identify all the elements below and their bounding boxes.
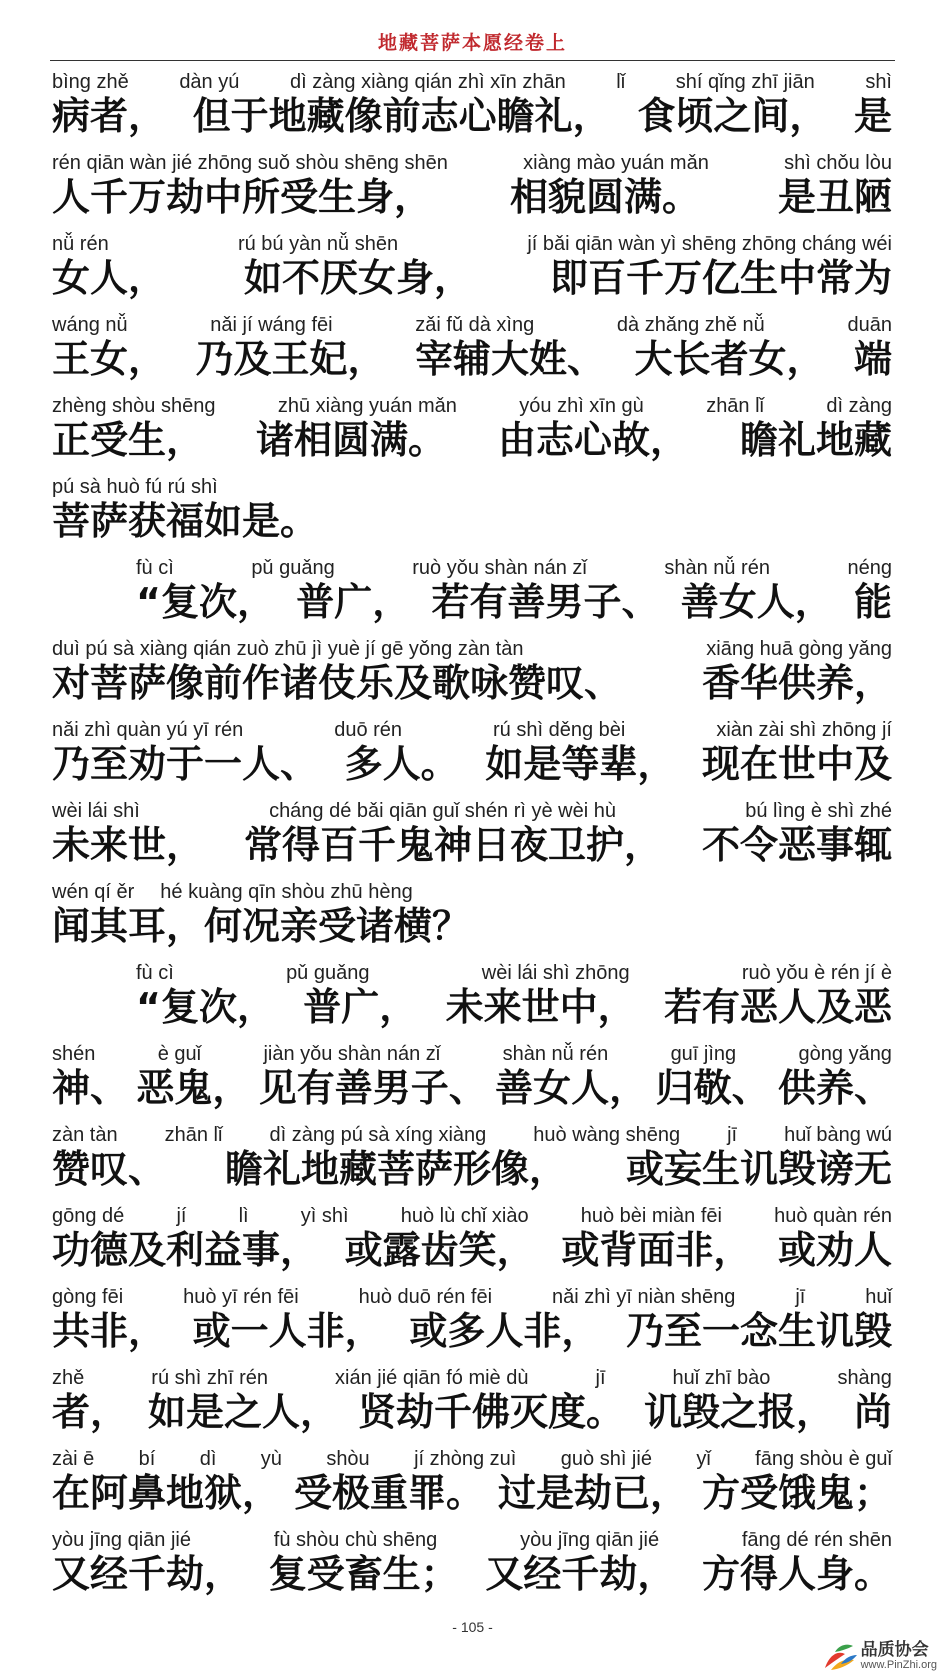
pinyin-segment: dà zhǎng zhě nǚ: [616, 314, 765, 336]
hanzi-segment: 多人。: [344, 742, 459, 786]
hanzi-segment: 或多人非，: [409, 1309, 600, 1353]
hanzi-segment: 或一人非，: [192, 1309, 383, 1353]
hanzi-segment: 赞叹、: [52, 1147, 167, 1191]
pinyin-row: [52, 1042, 892, 1066]
pinyin-segment: pǔ guǎng: [286, 962, 370, 984]
text-line: [52, 313, 892, 394]
pinyin-segment: wén qí ěr: [52, 881, 135, 903]
text-line: [52, 1366, 892, 1447]
hanzi-segment: 功德及利益事，: [52, 1228, 319, 1272]
pinyin-row: [136, 961, 892, 985]
text-line: [52, 1204, 892, 1285]
hanzi-row: [52, 1308, 892, 1354]
pinyin-segment: huò quàn rén: [774, 1205, 892, 1227]
hanzi-row: [52, 93, 892, 139]
pinyin-segment: shàn nǚ rén: [664, 557, 770, 579]
logo-name: 品质协会: [860, 1640, 929, 1661]
pinyin-segment: duì pú sà xiàng qián zuò zhū jì yuè jí gē yǒng zàn tàn: [52, 638, 524, 660]
hanzi-segment: 如是之人，: [147, 1390, 338, 1434]
text-line: [52, 718, 892, 799]
hanzi-segment: 菩萨获福如是。: [52, 499, 319, 543]
text-line: [52, 1447, 892, 1528]
pinyin-segment: nǎi zhì quàn yú yī rén: [52, 719, 244, 741]
hanzi-row: [52, 660, 892, 706]
pinyin-segment: lì: [238, 1205, 249, 1227]
hanzi-segment: 现在世中及: [701, 742, 892, 786]
hanzi-segment: 方得人身。: [701, 1552, 892, 1596]
pinyin-row: [52, 1366, 892, 1390]
pinyin-row: [52, 1285, 892, 1309]
pinyin-segment: pú sà huò fú rú shì: [52, 476, 218, 498]
pinyin-row: [52, 880, 892, 904]
pinyin-segment: rú shì děng bèi: [493, 719, 626, 741]
pinyin-segment: fù cì: [136, 557, 174, 579]
hanzi-segment: 恶鬼，: [136, 1066, 251, 1110]
hanzi-row: [52, 1470, 892, 1516]
pinyin-row: [52, 1528, 892, 1552]
hanzi-row: [52, 1551, 892, 1597]
hanzi-segment: 普广，: [296, 580, 411, 624]
hanzi-segment: 由志心故，: [497, 418, 688, 462]
hanzi-segment: 即百千万亿生中常为: [549, 256, 892, 300]
book-title: 地藏菩萨本愿经卷上: [377, 32, 567, 54]
hanzi-segment: 未来世，: [52, 823, 205, 867]
pinyin-row: [52, 475, 892, 499]
pinyin-segment: xián jié qiān fó miè dù: [335, 1367, 529, 1389]
pinyin-row: [52, 1123, 892, 1147]
pinyin-segment: wèi lái shì zhōng: [481, 962, 630, 984]
hanzi-segment: 宰辅大姓、: [414, 337, 605, 381]
pinyin-segment: yì shì: [300, 1205, 349, 1227]
pinyin-segment: yòu jīng qiān jié: [520, 1529, 660, 1551]
pinyin-segment: huò duō rén fēi: [358, 1286, 493, 1308]
pinyin-segment: jī: [595, 1367, 606, 1389]
hanzi-row: [52, 822, 892, 868]
hanzi-segment: 未来世中，: [445, 985, 636, 1029]
pinyin-segment: dì: [199, 1448, 217, 1470]
pinyin-segment: huò lù chǐ xiào: [400, 1205, 529, 1227]
pinyin-row: [52, 637, 892, 661]
pinyin-segment: dì zàng pú sà xíng xiàng: [269, 1124, 487, 1146]
pinyin-segment: lǐ: [616, 71, 626, 93]
hanzi-segment: 何况亲受诸横？: [204, 904, 471, 948]
pinyin-segment: huò bèi miàn fēi: [580, 1205, 722, 1227]
hanzi-segment: 归敬、: [655, 1066, 770, 1110]
pinyin-segment: xiàn zài shì zhōng jí: [716, 719, 892, 741]
hanzi-row: [136, 579, 892, 625]
pinyin-segment: bìng zhě: [52, 71, 129, 93]
scripture-text-body: [52, 70, 892, 1609]
pinyin-segment: huǐ: [865, 1286, 892, 1308]
hanzi-segment: 女人，: [52, 256, 167, 300]
pinyin-segment: yǐ: [696, 1448, 711, 1470]
pinyin-segment: nǎi zhì yī niàn shēng: [551, 1286, 736, 1308]
pinyin-segment: gōng dé: [52, 1205, 125, 1227]
pinyin-segment: guī jìng: [670, 1043, 737, 1065]
text-line: [52, 1042, 892, 1123]
pinyin-segment: zhān lǐ: [706, 395, 764, 417]
pinyin-segment: zài ē: [52, 1448, 95, 1470]
text-line: [52, 637, 892, 718]
pinyin-segment: ruò yǒu shàn nán zǐ: [412, 557, 587, 579]
pinyin-segment: dàn yú: [179, 71, 240, 93]
pinyin-segment: zhān lǐ: [164, 1124, 223, 1146]
hanzi-segment: 乃至劝于一人、: [52, 742, 319, 786]
text-line: [52, 1285, 892, 1366]
pinyin-segment: shì: [865, 71, 892, 93]
text-line: [52, 961, 892, 1042]
pinzhi-leaf-logo-icon: [821, 1640, 859, 1674]
pinyin-segment: xiàng mào yuán mǎn: [523, 152, 709, 174]
pinyin-segment: rú shì zhī rén: [151, 1367, 268, 1389]
pinyin-segment: hé kuàng qīn shòu zhū hèng: [160, 881, 413, 903]
hanzi-segment: 贤劫千佛灭度。: [357, 1390, 624, 1434]
pinyin-segment: nǚ rén: [52, 233, 109, 255]
hanzi-segment: 乃及王妃，: [195, 337, 386, 381]
pinyin-segment: shàn nǚ rén: [502, 1043, 609, 1065]
page-number: - 105 -: [452, 1619, 493, 1635]
text-line: [52, 232, 892, 313]
header-rule: [50, 60, 895, 61]
hanzi-segment: 如是等辈，: [485, 742, 676, 786]
pinyin-row: [52, 151, 892, 175]
hanzi-segment: 普广，: [303, 985, 418, 1029]
text-line: [52, 880, 892, 961]
hanzi-row: [52, 741, 892, 787]
hanzi-row: [52, 1227, 892, 1273]
hanzi-segment: 尚: [853, 1390, 892, 1434]
hanzi-segment: 或背面非，: [561, 1228, 752, 1272]
hanzi-segment: 香华供养，: [701, 661, 892, 705]
text-line: [52, 1123, 892, 1204]
pinyin-segment: yù: [260, 1448, 282, 1470]
hanzi-segment: 在阿鼻地狱，: [52, 1471, 281, 1515]
pinyin-segment: huǐ bàng wú: [784, 1124, 892, 1146]
pinyin-segment: yòu jīng qiān jié: [52, 1529, 191, 1551]
hanzi-segment: 瞻礼地藏菩萨形像，: [224, 1147, 567, 1191]
hanzi-segment: 复受畜生；: [268, 1552, 459, 1596]
text-line: [52, 1528, 892, 1609]
pinyin-row: [52, 1447, 892, 1471]
pinyin-segment: xiāng huā gòng yǎng: [706, 638, 892, 660]
pinyin-row: [52, 718, 892, 742]
hanzi-segment: 又经千劫，: [485, 1552, 676, 1596]
pinyin-segment: ruò yǒu è rén jí è: [741, 962, 892, 984]
hanzi-segment: 或露齿笑，: [344, 1228, 535, 1272]
hanzi-segment: 供养、: [777, 1066, 892, 1110]
hanzi-segment: 神、: [52, 1066, 129, 1110]
pinyin-segment: fāng dé rén shēn: [741, 1529, 892, 1551]
pinyin-segment: duān: [847, 314, 892, 336]
pinyin-segment: cháng dé bǎi qiān guǐ shén rì yè wèi hù: [269, 800, 616, 822]
pinyin-row: [52, 1204, 892, 1228]
hanzi-segment: 或劝人: [777, 1228, 892, 1272]
pinyin-segment: bí: [138, 1448, 156, 1470]
hanzi-segment: 但于地藏像前志心瞻礼，: [192, 94, 611, 138]
text-line: [52, 475, 892, 556]
pinyin-segment: zǎi fǔ dà xìng: [415, 314, 535, 336]
pinyin-segment: dì zàng xiàng qián zhì xīn zhān: [289, 71, 566, 93]
pinyin-segment: duō rén: [334, 719, 403, 741]
hanzi-segment: 常得百千鬼神日夜卫护，: [243, 823, 662, 867]
pinyin-row: [136, 556, 892, 580]
pinyin-segment: fāng shòu è guǐ: [755, 1448, 892, 1470]
hanzi-row: [52, 336, 892, 382]
hanzi-segment: 不令恶事辄: [701, 823, 892, 867]
hanzi-segment: 能: [853, 580, 892, 624]
pinyin-row: [52, 70, 892, 94]
pinyin-segment: gòng fēi: [52, 1286, 124, 1308]
hanzi-row: [52, 1065, 892, 1111]
pinyin-segment: jí: [176, 1205, 187, 1227]
hanzi-segment: 乃至一念生讥毁: [625, 1309, 892, 1353]
hanzi-segment: 见有善男子、: [258, 1066, 487, 1110]
pinyin-segment: nǎi jí wáng fēi: [210, 314, 333, 336]
pinyin-segment: zhě: [52, 1367, 85, 1389]
hanzi-segment: 王女，: [52, 337, 167, 381]
pinyin-segment: fù cì: [136, 962, 174, 984]
hanzi-segment: 是丑陋: [777, 175, 892, 219]
pinyin-segment: è guǐ: [157, 1043, 202, 1065]
pinyin-row: [52, 394, 892, 418]
hanzi-row: [52, 903, 892, 949]
hanzi-segment: “复次，: [136, 985, 275, 1029]
pinyin-segment: huò yī rén fēi: [183, 1286, 299, 1308]
hanzi-segment: 闻其耳，: [52, 904, 205, 948]
pinyin-segment: zhèng shòu shēng: [52, 395, 216, 417]
hanzi-segment: 善女人，: [495, 1066, 648, 1110]
logo-url: www.PinZhi.org: [860, 1659, 937, 1672]
pinyin-segment: zàn tàn: [52, 1124, 118, 1146]
hanzi-segment: 讥毁之报，: [643, 1390, 834, 1434]
pinyin-segment: shì chǒu lòu: [784, 152, 892, 174]
hanzi-segment: 若有恶人及恶: [663, 985, 892, 1029]
hanzi-segment: 善女人，: [680, 580, 833, 624]
hanzi-segment: 过是劫已，: [497, 1471, 688, 1515]
pinyin-segment: wèi lái shì: [52, 800, 140, 822]
text-line: [52, 394, 892, 475]
pinyin-segment: jī: [727, 1124, 738, 1146]
hanzi-segment: 诸相圆满。: [255, 418, 446, 462]
pinyin-segment: huǐ zhī bào: [672, 1367, 771, 1389]
pinyin-segment: néng: [847, 557, 892, 579]
pinyin-segment: wáng nǚ: [52, 314, 128, 336]
hanzi-segment: 是: [853, 94, 892, 138]
hanzi-row: [52, 498, 892, 544]
text-line: [52, 151, 892, 232]
pinyin-segment: jí bǎi qiān wàn yì shēng zhōng cháng wéi: [527, 233, 892, 255]
pinyin-segment: gòng yǎng: [798, 1043, 892, 1065]
pinyin-segment: rú bú yàn nǚ shēn: [237, 233, 399, 255]
pinyin-row: [52, 232, 892, 256]
pinyin-segment: pǔ guǎng: [251, 557, 335, 579]
pinyin-segment: jī: [795, 1286, 806, 1308]
hanzi-row: [52, 417, 892, 463]
hanzi-segment: 受极重罪。: [293, 1471, 484, 1515]
hanzi-segment: 共非，: [52, 1309, 167, 1353]
pinyin-row: [52, 799, 892, 823]
hanzi-row: [136, 984, 892, 1030]
hanzi-segment: 又经千劫，: [52, 1552, 243, 1596]
hanzi-segment: 如不厌女身，: [243, 256, 472, 300]
text-line: [52, 799, 892, 880]
hanzi-segment: 相貌圆满。: [509, 175, 700, 219]
hanzi-row: [52, 1389, 892, 1435]
pinzhi-logo: [821, 1640, 937, 1674]
hanzi-segment: 方受饿鬼；: [701, 1471, 892, 1515]
pinyin-segment: zhū xiàng yuán mǎn: [277, 395, 457, 417]
pinyin-segment: guò shì jié: [560, 1448, 652, 1470]
pinyin-segment: shòu: [326, 1448, 370, 1470]
hanzi-segment: 或妄生讥毁谤无: [625, 1147, 892, 1191]
pinyin-segment: bú lìng è shì zhé: [745, 800, 892, 822]
hanzi-segment: 正受生，: [52, 418, 205, 462]
hanzi-segment: 病者，: [52, 94, 167, 138]
hanzi-segment: 人千万劫中所受生身，: [52, 175, 433, 219]
pinyin-segment: shí qǐng zhī jiān: [675, 71, 815, 93]
hanzi-row: [52, 255, 892, 301]
text-line: [52, 70, 892, 151]
hanzi-segment: “复次，: [136, 580, 275, 624]
pinyin-segment: jí zhòng zuì: [414, 1448, 517, 1470]
hanzi-segment: 端: [853, 337, 892, 381]
pinyin-segment: shén: [52, 1043, 96, 1065]
pinyin-segment: yóu zhì xīn gù: [519, 395, 644, 417]
pinyin-segment: dì zàng: [826, 395, 892, 417]
pinyin-segment: shàng: [837, 1367, 892, 1389]
pinyin-segment: jiàn yǒu shàn nán zǐ: [263, 1043, 441, 1065]
hanzi-segment: 对菩萨像前作诸伎乐及歌咏赞叹、: [52, 661, 623, 705]
hanzi-row: [52, 1146, 892, 1192]
hanzi-row: [52, 174, 892, 220]
pinyin-segment: fù shòu chù shēng: [273, 1529, 438, 1551]
hanzi-segment: 食顷之间，: [637, 94, 828, 138]
hanzi-segment: 者，: [52, 1390, 129, 1434]
hanzi-segment: 大长者女，: [634, 337, 825, 381]
hanzi-segment: 若有善男子、: [431, 580, 660, 624]
pinyin-segment: huò wàng shēng: [533, 1124, 681, 1146]
pinyin-row: [52, 313, 892, 337]
hanzi-segment: 瞻礼地藏: [739, 418, 892, 462]
text-line: [52, 556, 892, 637]
pinyin-segment: rén qiān wàn jié zhōng suǒ shòu shēng shēn: [52, 152, 448, 174]
